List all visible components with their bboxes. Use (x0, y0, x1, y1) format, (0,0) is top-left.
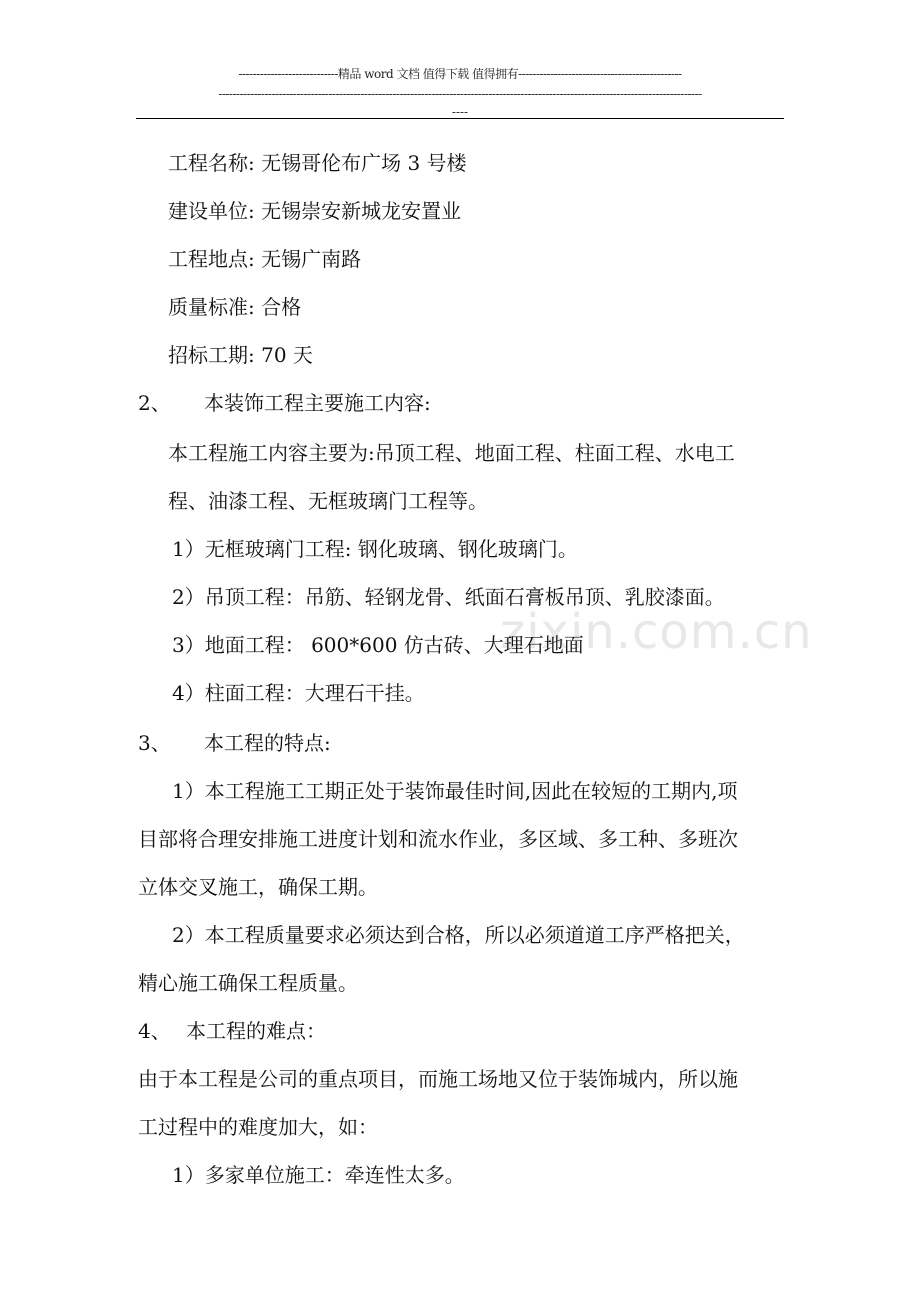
section-2-item: 2）吊顶工程：吊筋、轻钢龙骨、纸面石膏板吊顶、乳胶漆面。 (172, 585, 725, 609)
section-3-paragraph-line: 2）本工程质量要求必须达到合格，所以必须道道工序严格把关， (172, 923, 745, 947)
section-4-number: 4、 (138, 1019, 171, 1043)
header-dash-line: ---------------------------------------------------------------------------------------------------------------------------------------- (218, 87, 702, 101)
page-header (136, 64, 784, 120)
project-location: 工程地点: 无锡广南路 (168, 247, 362, 271)
section-4-title: 本工程的难点： (186, 1019, 326, 1043)
project-duration: 招标工期: 70 天 (168, 343, 313, 367)
section-2-item: 3）地面工程： 600*600 仿古砖、大理石地面 (172, 633, 584, 657)
section-2-item: 1）无框玻璃门工程: 钢化玻璃、钢化玻璃门。 (172, 537, 578, 561)
section-3-paragraph-line: 精心施工确保工程质量。 (138, 971, 358, 995)
header-banner: ----------------------------精品 word 文档 值得下载 值得拥有---------------------------------------------- (238, 67, 682, 81)
watermark: zixin.com.cn (500, 604, 813, 660)
section-3-paragraph-line: 立体交叉施工，确保工期。 (138, 875, 378, 899)
section-4-item: 1）多家单位施工：牵连性太多。 (172, 1163, 465, 1187)
section-2-intro-line: 本工程施工内容主要为:吊顶工程、地面工程、柱面工程、水电工 (168, 441, 735, 465)
section-3-paragraph-line: 目部将合理安排施工进度计划和流水作业，多区域、多工种、多班次 (138, 827, 738, 851)
header-rule (136, 118, 784, 119)
header-dash-tail: ---- (451, 105, 469, 119)
section-3-paragraph-line: 1）本工程施工工期正处于装饰最佳时间,因此在较短的工期内,项 (172, 779, 738, 803)
section-2-intro-line: 程、油漆工程、无框玻璃门工程等。 (168, 489, 488, 513)
project-name: 工程名称: 无锡哥伦布广场 3 号楼 (168, 151, 467, 175)
section-4-paragraph-line: 由于本工程是公司的重点项目，而施工场地又位于装饰城内，所以施 (138, 1067, 738, 1091)
project-client: 建设单位: 无锡崇安新城龙安置业 (168, 199, 462, 223)
section-2-item: 4）柱面工程：大理石干挂。 (172, 681, 425, 705)
section-3-title: 本工程的特点: (204, 731, 331, 755)
project-quality: 质量标准: 合格 (168, 295, 302, 319)
section-4-paragraph-line: 工过程中的难度加大，如： (138, 1115, 378, 1139)
section-3-number: 3、 (138, 731, 171, 755)
section-2-title: 本装饰工程主要施工内容: (204, 391, 431, 415)
section-2-number: 2、 (138, 391, 171, 415)
